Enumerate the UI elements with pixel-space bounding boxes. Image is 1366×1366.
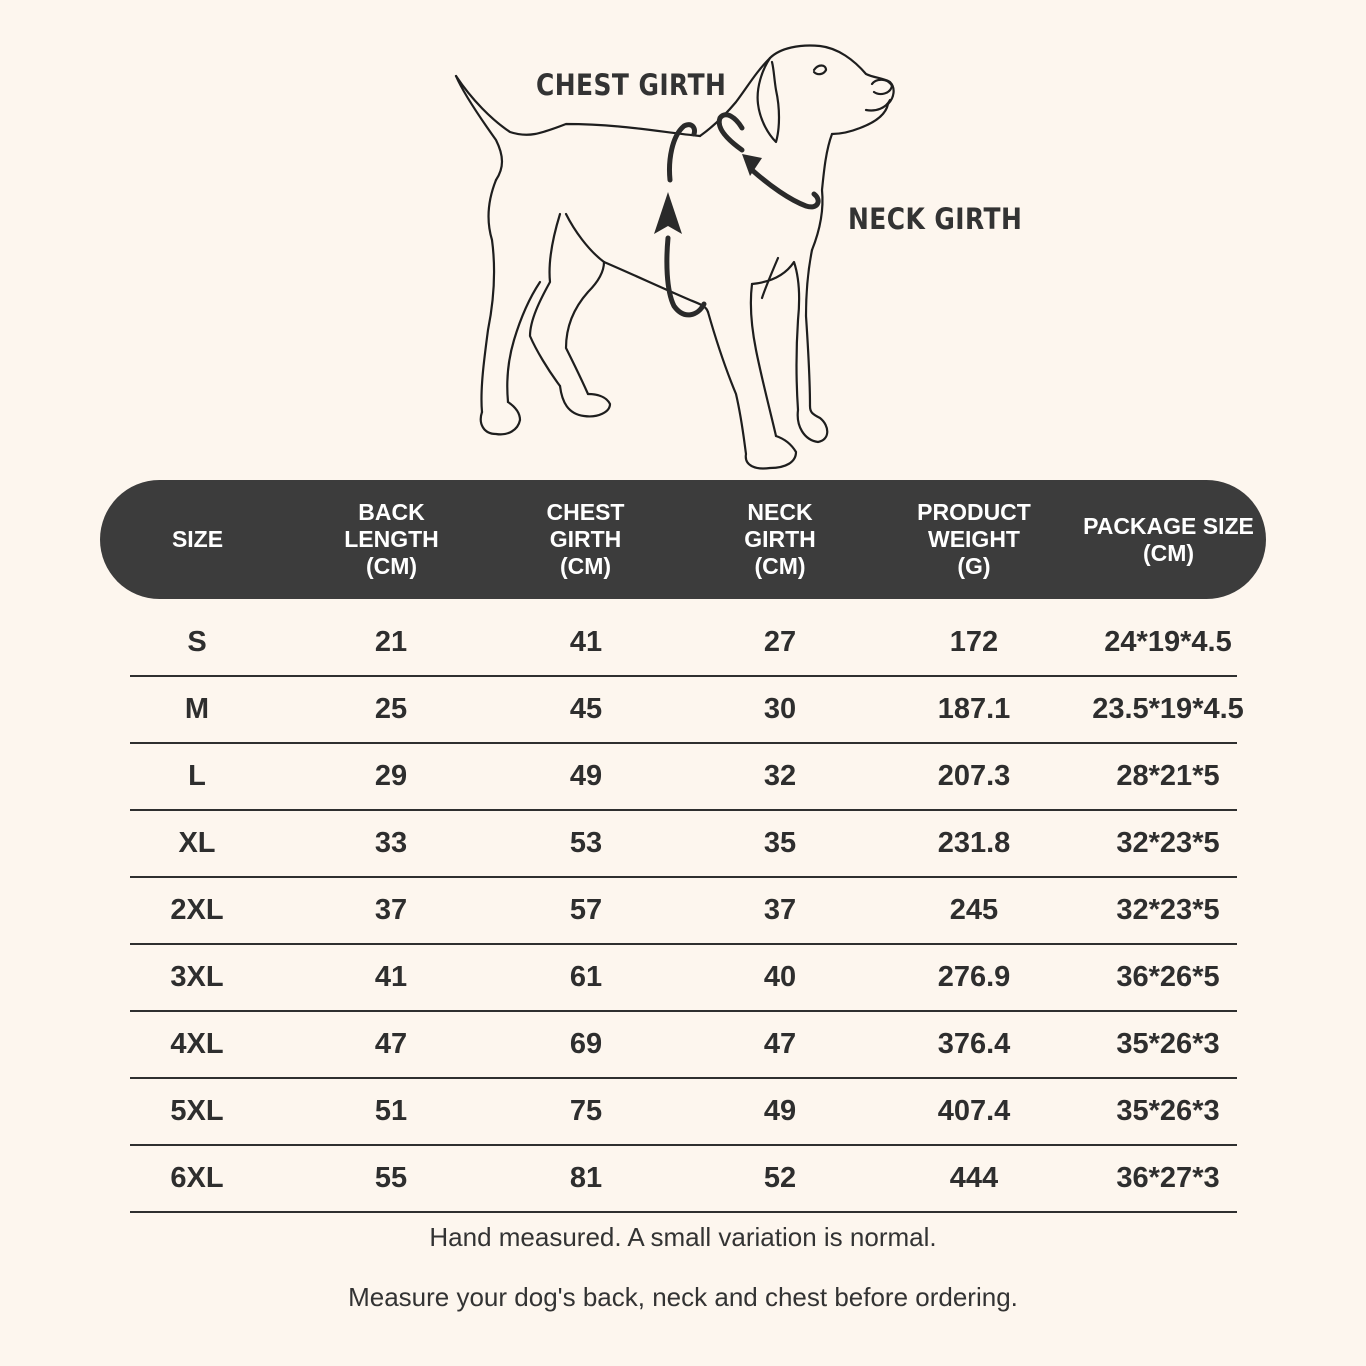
table-row <box>130 811 1237 878</box>
cell-product-weight: 407.4 <box>937 1095 1011 1127</box>
cell-back-length: 55 <box>374 1162 408 1194</box>
cell-product-weight: 172 <box>949 626 999 658</box>
cell-package-size: 36*26*5 <box>1116 961 1220 993</box>
cell-product-weight: 231.8 <box>937 827 1011 859</box>
cell-chest-girth: 75 <box>569 1095 603 1127</box>
header-product-weight: PRODUCT WEIGHT (G) <box>917 499 1031 579</box>
cell-neck-girth: 27 <box>763 626 797 658</box>
table-row <box>130 1146 1237 1213</box>
cell-back-length: 21 <box>374 626 408 658</box>
cell-neck-girth: 40 <box>763 961 797 993</box>
cell-package-size: 23.5*19*4.5 <box>1092 693 1244 725</box>
table-row <box>130 878 1237 945</box>
cell-neck-girth: 32 <box>763 760 797 792</box>
chest-girth-label: CHEST GIRTH <box>536 68 727 102</box>
cell-package-size: 32*23*5 <box>1116 827 1220 859</box>
cell-size: 5XL <box>170 1095 224 1127</box>
cell-size: XL <box>178 827 216 859</box>
cell-package-size: 32*23*5 <box>1116 894 1220 926</box>
cell-chest-girth: 57 <box>569 894 603 926</box>
cell-size: L <box>188 760 206 792</box>
cell-product-weight: 245 <box>949 894 999 926</box>
cell-chest-girth: 49 <box>569 760 603 792</box>
table-row <box>130 945 1237 1012</box>
size-table-body <box>130 610 1244 1213</box>
cell-chest-girth: 81 <box>569 1162 603 1194</box>
cell-product-weight: 276.9 <box>937 961 1011 993</box>
table-row <box>130 1079 1237 1146</box>
cell-chest-girth: 53 <box>569 827 603 859</box>
neck-girth-label: NECK GIRTH <box>848 202 1023 236</box>
cell-neck-girth: 37 <box>763 894 797 926</box>
cell-size: M <box>184 693 210 725</box>
cell-neck-girth: 49 <box>763 1095 797 1127</box>
cell-chest-girth: 41 <box>569 626 603 658</box>
header-size: SIZE <box>171 526 224 552</box>
header-back-length: BACK LENGTH (CM) <box>344 499 439 579</box>
cell-product-weight: 207.3 <box>937 760 1011 792</box>
table-row <box>130 1012 1237 1079</box>
cell-back-length: 37 <box>374 894 408 926</box>
cell-product-weight: 444 <box>949 1162 999 1194</box>
cell-size: 3XL <box>170 961 224 993</box>
cell-back-length: 29 <box>374 760 408 792</box>
cell-size: 6XL <box>170 1162 224 1194</box>
cell-package-size: 35*26*3 <box>1116 1028 1220 1060</box>
cell-package-size: 28*21*5 <box>1116 760 1220 792</box>
header-chest-girth: CHEST GIRTH (CM) <box>546 499 625 579</box>
measurement-note: Hand measured. A small variation is normal. <box>429 1222 937 1252</box>
dog-outline-icon <box>440 30 1023 480</box>
header-neck-girth: NECK GIRTH (CM) <box>744 499 816 579</box>
dog-illustration <box>440 30 1023 480</box>
cell-product-weight: 376.4 <box>937 1028 1011 1060</box>
cell-product-weight: 187.1 <box>937 693 1011 725</box>
table-row <box>130 744 1237 811</box>
cell-back-length: 51 <box>374 1095 408 1127</box>
cell-chest-girth: 45 <box>569 693 603 725</box>
cell-neck-girth: 30 <box>763 693 797 725</box>
table-row <box>130 677 1244 744</box>
cell-back-length: 47 <box>374 1028 408 1060</box>
ordering-note: Measure your dog's back, neck and chest before ordering. <box>348 1282 1018 1312</box>
cell-chest-girth: 69 <box>569 1028 603 1060</box>
cell-package-size: 24*19*4.5 <box>1104 626 1232 658</box>
cell-size: 4XL <box>170 1028 224 1060</box>
cell-neck-girth: 52 <box>763 1162 797 1194</box>
cell-package-size: 35*26*3 <box>1116 1095 1220 1127</box>
table-header <box>100 480 1266 599</box>
cell-neck-girth: 35 <box>763 827 797 859</box>
cell-size: 2XL <box>170 894 224 926</box>
header-package-size: PACKAGE SIZE (CM) <box>1083 512 1254 566</box>
cell-package-size: 36*27*3 <box>1116 1162 1220 1194</box>
cell-back-length: 25 <box>374 693 408 725</box>
cell-chest-girth: 61 <box>569 961 603 993</box>
table-row <box>130 610 1237 677</box>
cell-back-length: 41 <box>374 961 408 993</box>
cell-neck-girth: 47 <box>763 1028 797 1060</box>
cell-size: S <box>187 626 207 658</box>
cell-back-length: 33 <box>374 827 408 859</box>
